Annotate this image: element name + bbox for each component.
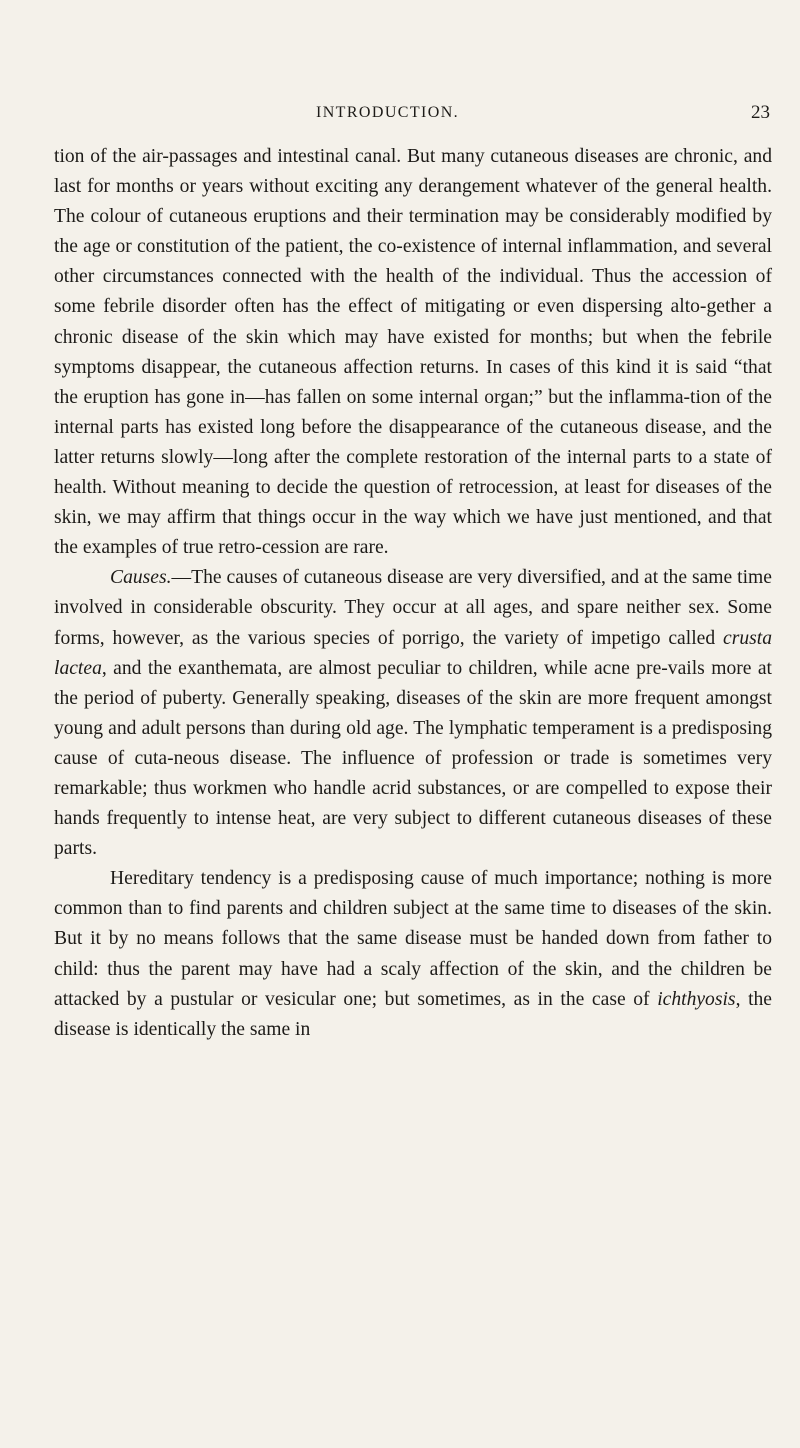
paragraph-text: —The causes of cutaneous disease are very diversified, and at the same time involved in considerable obscurity. They occur at all ages, and spare neither sex. Some forms, however, as the various species of porrigo, the variety of impetigo called <box>54 567 772 649</box>
italic-term: ichthyosis <box>657 988 736 1010</box>
page-number: 23 <box>751 102 770 123</box>
italic-term: crusta lactea <box>54 627 772 679</box>
running-head: INTRODUCTION. <box>316 104 460 121</box>
paragraph-hereditary <box>54 864 772 1045</box>
paragraph-text: tion of the air-passages and intestinal canal. But many cutaneous diseases are chronic, and last for months or years without exciting any derangement whatever of the general health. The colour of cutaneous eruptions and their termination may be considerably modified by the age or constitution of the patient, the co-existence of internal inflammation, and several other circumstances connected with the health of the individual. Thus the accession of some febrile disorder often has the effect of mitigating or even dispersing alto-gether a chronic disease of the skin which may have existed for months; but when the febrile symptoms disappear, the cutaneous affection returns. In cases of this kind it is said “that the eruption has gone in—has fallen on some internal organ;” but the inflamma-tion of the internal parts has existed long before the disappearance of the cutaneous disease, and the latter returns slowly—long after the complete restoration of the internal parts to a state of health. Without meaning to decide the question of retrocession, at least for diseases of the skin, we may affirm that things occur in the way which we have just mentioned, and that the examples of true retro-cession are rare. <box>54 146 772 559</box>
paragraph-text: Hereditary tendency is a predisposing cause of much importance; nothing is more common than to find parents and children subject at the same time to diseases of the skin. But it by no means follows that the same disease must be handed down from father to child: thus the parent may have had a scaly affection of the skin, and the children be attacked by a pustular or vesicular one; but sometimes, as in the case of <box>54 868 772 1010</box>
page-header <box>310 102 770 128</box>
section-heading-causes: Causes. <box>110 567 172 589</box>
paragraph-text: , and the exanthemata, are almost peculiar to children, while acne pre-vails more at the period of puberty. Generally speaking, diseases of the skin are more frequent amongst young and adult persons than during old age. The lymphatic temperament is a predisposing cause of cuta-neous disease. The influence of profession or trade is sometimes very remarkable; thus workmen who handle acrid substances, or are compelled to expose their hands frequently to intense heat, are very subject to different cutaneous diseases of these parts. <box>54 657 772 860</box>
body-text <box>54 142 772 1045</box>
paragraph-causes <box>54 563 772 864</box>
paragraph-continuation <box>54 142 772 563</box>
paragraph-text: , the disease is identically the same in <box>54 988 773 1040</box>
